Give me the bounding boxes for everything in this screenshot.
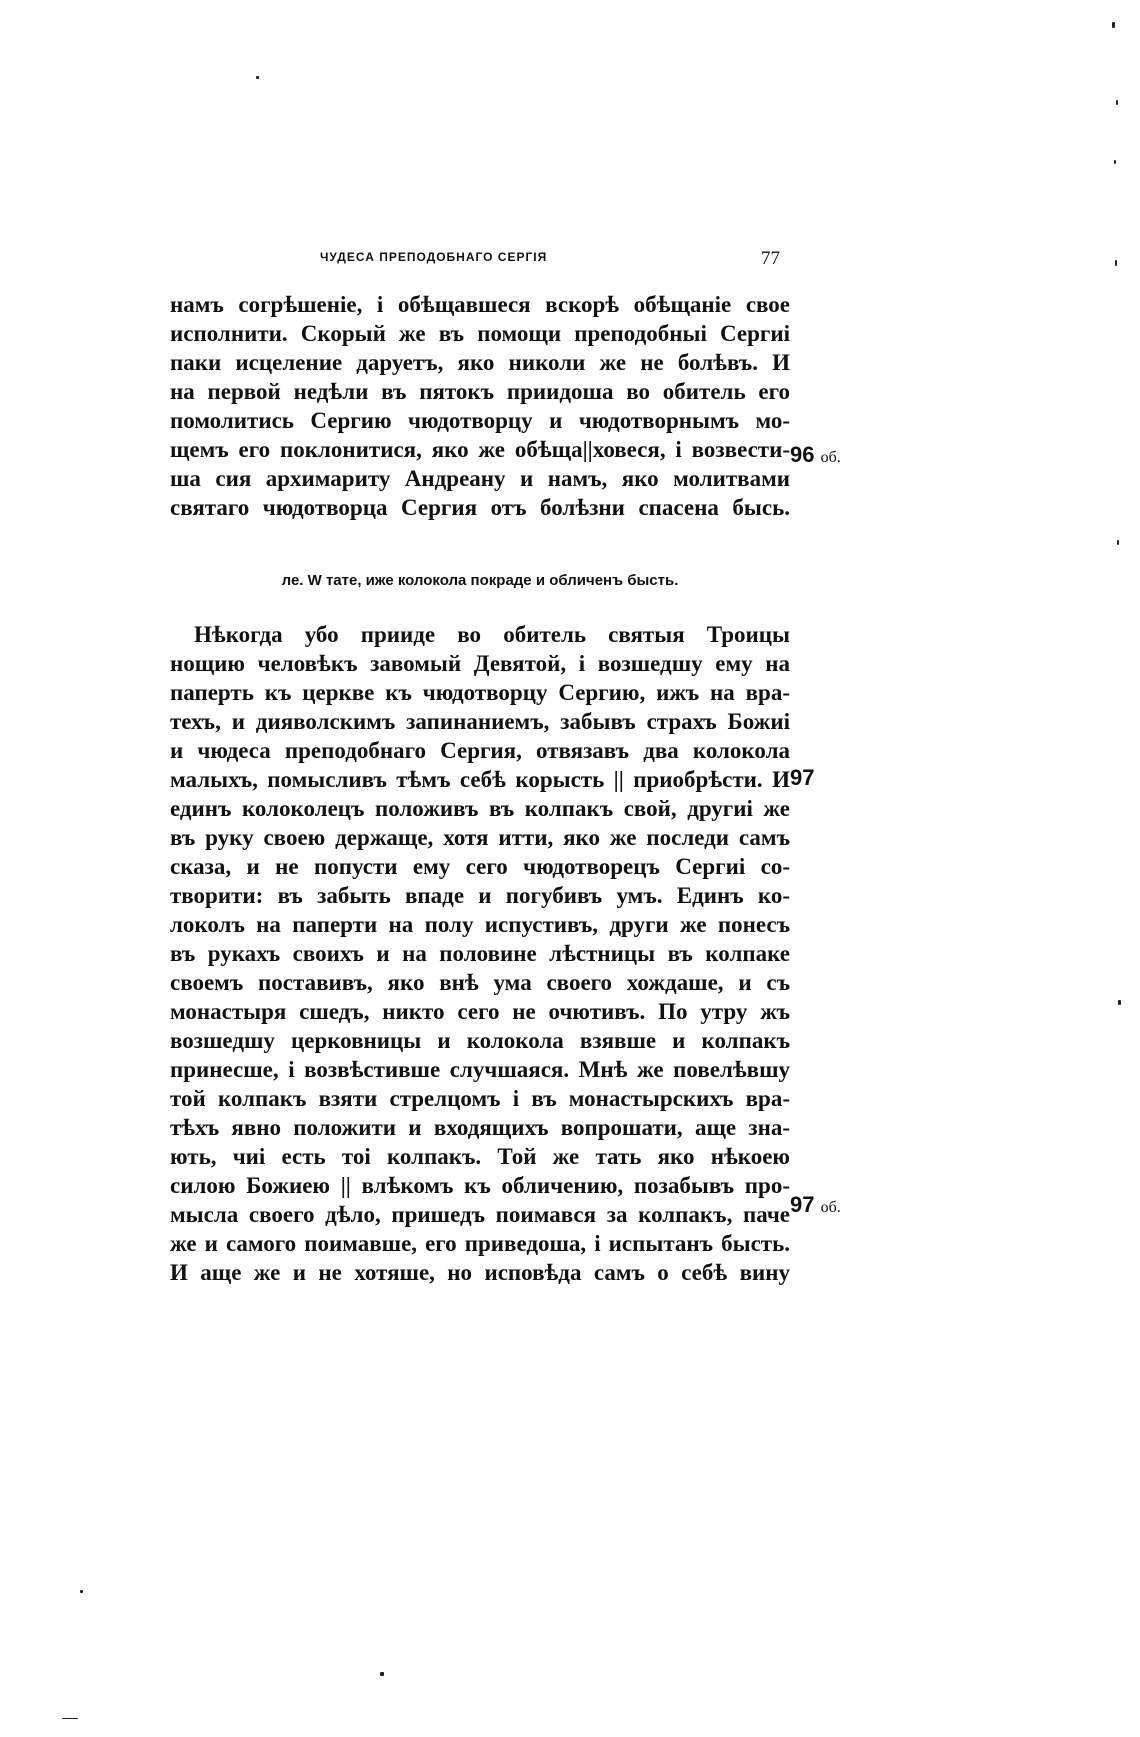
scan-speck (62, 1718, 78, 1719)
scan-speck (1112, 22, 1115, 28)
text-line: и чюдеса преподобнаго Сергия, отвязавъ два колокола (170, 738, 790, 763)
text-line: той колпакъ взяти стрелцомъ і въ монастырскихъ вра- (170, 1086, 790, 1111)
section-heading: ле. W тате, иже колокола покраде и обличенъ бысть. (281, 572, 679, 589)
folio-number: 97 (790, 1192, 815, 1217)
text-line: въ руку своею держаще, хотя итти, яко же последи самъ (170, 825, 790, 850)
folio-number: 97 (790, 765, 815, 790)
text-line: силою Божиею || влѣкомъ къ обличению, позабывъ про- (170, 1173, 790, 1198)
paragraph-1 (170, 290, 790, 522)
text-line: творити: въ забыть впаде и погубивъ умъ. Единъ ко- (170, 883, 790, 908)
text-line: принесше, і возвѣстивше случшаяся. Мнѣ же повелѣвшу (170, 1057, 790, 1082)
text-line: паперть къ церкве къ чюдотворцу Сергию, ижъ на вра- (170, 680, 790, 705)
text-line: монастыря сшедъ, никто сего не очютивъ. По утру жъ (170, 999, 790, 1024)
scan-speck (1118, 1000, 1121, 1005)
text-line: своемъ поставивъ, яко внѣ ума своего хождаше, и съ (170, 970, 790, 995)
scan-speck (80, 1590, 83, 1593)
folio-suffix: об. (820, 1199, 841, 1216)
folio-suffix: об. (820, 449, 841, 466)
running-title: ЧУДЕСА ПРЕПОДОБНАГО СЕРГІЯ (320, 250, 548, 264)
scan-speck (1117, 540, 1119, 545)
text-line: мысла своего дѣло, пришедъ поимався за колпакъ, паче (170, 1202, 790, 1227)
scan-speck (380, 1672, 384, 1676)
margin-folio-note (790, 765, 814, 791)
text-line: возшедшу церковницы и колокола взявше и колпакъ (170, 1028, 790, 1053)
text-line: единъ колоколецъ положивъ въ колпакъ свой, другиі же (170, 796, 790, 821)
text-line: И аще же и не хотяше, но исповѣда самъ о себѣ вину (170, 1260, 790, 1285)
text-line: щемъ его поклонитися, яко же обѣща||ховеся, і возвести- (170, 437, 790, 462)
scan-speck (256, 76, 259, 79)
text-line: на первой недѣли въ пятокъ приидоша во обитель его (170, 379, 790, 404)
text-line: помолитись Сергию чюдотворцу и чюдотворнымъ мо- (170, 408, 790, 433)
text-line: малыхъ, помысливъ тѣмъ себѣ корысть || приобрѣсти. И (170, 767, 790, 792)
text-line: локолъ на паперти на полу испустивъ, други же понесъ (170, 912, 790, 937)
text-line: ють, чиі есть тоі колпакъ. Той же тать яко нѣкоею (170, 1144, 790, 1169)
scan-speck (1116, 100, 1118, 105)
text-line: паки исцелениe даруетъ, яко николи же не болѣвъ. И (170, 350, 790, 375)
scan-speck (1114, 160, 1116, 164)
text-line: Нѣкогда убо прииде во обитель святыя Троицы (194, 622, 790, 647)
text-line: намъ согрѣшеніе, і обѣщавшеся вскорѣ обѣщаніе свое (170, 292, 790, 317)
text-line: святаго чюдотворца Сергия отъ болѣзни спасена бысь. (170, 495, 790, 520)
text-line: ша сия архимариту Андреану и намъ, яко молитвами (170, 466, 790, 491)
text-line: въ рукахъ своихъ и на половине лѣстницы въ колпаке (170, 941, 790, 966)
margin-folio-note (790, 442, 841, 468)
margin-folio-note (790, 1192, 841, 1218)
text-line: тѣхъ явно положити и входящихъ вопрошати, аще зна- (170, 1115, 790, 1140)
text-line: сказа, и не попусти ему сего чюдотворецъ Сергиі со- (170, 854, 790, 879)
paragraph-2 (170, 620, 790, 1287)
text-line: нощию человѣкъ завомый Девятой, і возшедшу ему на (170, 651, 790, 676)
text-line: же и самого поимавше, его приведоша, і испытанъ бысть. (170, 1231, 790, 1256)
text-line: исполнити. Скорый же въ помощи преподобныі Сергиі (170, 321, 790, 346)
page-header (160, 248, 780, 270)
page-number: 77 (761, 248, 780, 269)
folio-number: 96 (790, 442, 815, 467)
text-line: техъ, и дияволскимъ запинаниемъ, забывъ страхъ Божиі (170, 709, 790, 734)
scan-speck (1115, 260, 1117, 266)
